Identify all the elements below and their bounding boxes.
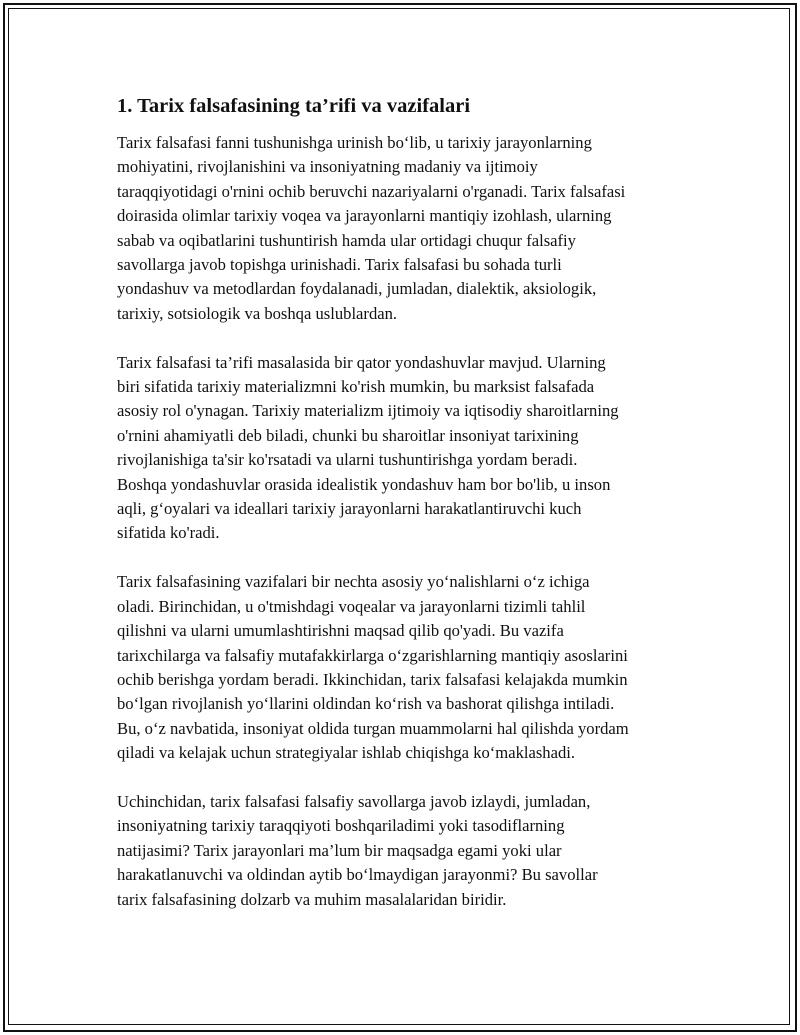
text-line: sifatida ko'radi. — [117, 523, 220, 543]
text-line: Tarix falsafasi fanni tushunishga urinish bo‘lib, u tarixiy jarayonlarning — [117, 133, 592, 152]
text-line: asosiy rol o'ynagan. Tarixiy materializm ijtimoiy va iqtisodiy sharoitlarning — [117, 401, 619, 421]
text-line: bo‘lgan rivojlanish yo‘llarini oldindan ko‘rish va bashorat qilishga intiladi. — [117, 694, 615, 714]
text-line: yondashuv va metodlardan foydalanadi, jumladan, dialektik, aksiologik, — [117, 279, 597, 299]
text-line: insoniyatning tarixiy taraqqiyoti boshqariladimi yoki tasodiflarning — [117, 816, 565, 836]
text-line: harakatlanuvchi va oldindan aytib bo‘lmaydigan jarayonmi? Bu savollar — [117, 865, 598, 885]
section-heading: 1. Tarix falsafasining ta’rifi va vazifalari — [117, 95, 471, 117]
text-line: taraqqiyotidagi o'rnini ochib beruvchi nazariyalarni o'rganadi. Tarix falsafasi — [117, 181, 626, 201]
paragraph-4 — [117, 790, 687, 912]
paragraph-2 — [117, 351, 687, 546]
text-line: Bu, o‘z navbatida, insoniyat oldida turgan muammolarni hal qilishda yordam — [117, 718, 629, 738]
text-line: tarixiy, sotsiologik va boshqa uslublardan. — [117, 303, 398, 323]
text-line: qilishni va ularni umumlashtirishni maqsad qilib qo'yadi. Bu vazifa — [117, 621, 564, 641]
text-line: Uchinchidan, tarix falsafasi falsafiy savollarga javob izlaydi, jumladan, — [117, 791, 591, 811]
text-line: tarixchilarga va falsafiy mutafakkirlarga o‘zgarishlarning mantiqiy asoslarini — [117, 645, 628, 665]
text-line: oladi. Birinchidan, u o'tmishdagi voqealar va jarayonlarni tizimli tahlil — [117, 596, 586, 616]
text-line: Tarix falsafasi ta’rifi masalasida bir qator yondashuvlar mavjud. Ularning — [117, 352, 606, 372]
text-line: aqli, g‘oyalari va ideallari tarixiy jarayonlarni harakatlantiruvchi kuch — [117, 499, 582, 519]
text-line: o'rnini ahamiyatli deb biladi, chunki bu sharoitlar insoniyat tarixining — [117, 425, 579, 445]
text-line: savollarga javob topishga urinishadi. Tarix falsafasi bu sohada turli — [117, 255, 562, 275]
paragraph-3 — [117, 570, 687, 765]
text-line: rivojlanishiga ta'sir ko'rsatadi va ularni tushuntirishga yordam beradi. — [117, 450, 578, 470]
document-body — [117, 93, 687, 936]
text-line: biri sifatida tarixiy materializmni ko'rish mumkin, bu marksist falsafada — [117, 377, 595, 397]
text-line: doirasida olimlar tarixiy voqea va jarayonlarni mantiqiy izohlash, ularning — [117, 206, 612, 226]
text-line: ochib berishga yordam beradi. Ikkinchidan, tarix falsafasi kelajakda mumkin — [117, 669, 628, 689]
text-line: Tarix falsafasining vazifalari bir nechta asosiy yo‘nalishlarni o‘z ichiga — [117, 572, 590, 592]
text-line: mohiyatini, rivojlanishini va insoniyatning madaniy va ijtimoiy — [117, 157, 538, 177]
text-line: sabab va oqibatlarini tushuntirish hamda ular ortidagi chuqur falsafiy — [117, 230, 576, 250]
text-line: qiladi va kelajak uchun strategiyalar ishlab chiqishga ko‘maklashadi. — [117, 743, 576, 763]
text-line: tarix falsafasining dolzarb va muhim masalalaridan biridir. — [117, 889, 507, 909]
text-line: natijasimi? Tarix jarayonlari ma’lum bir maqsadga egami yoki ular — [117, 840, 562, 860]
text-line: Boshqa yondashuvlar orasida idealistik yondashuv ham bor bo'lib, u inson — [117, 474, 611, 494]
paragraph-1 — [117, 131, 687, 326]
